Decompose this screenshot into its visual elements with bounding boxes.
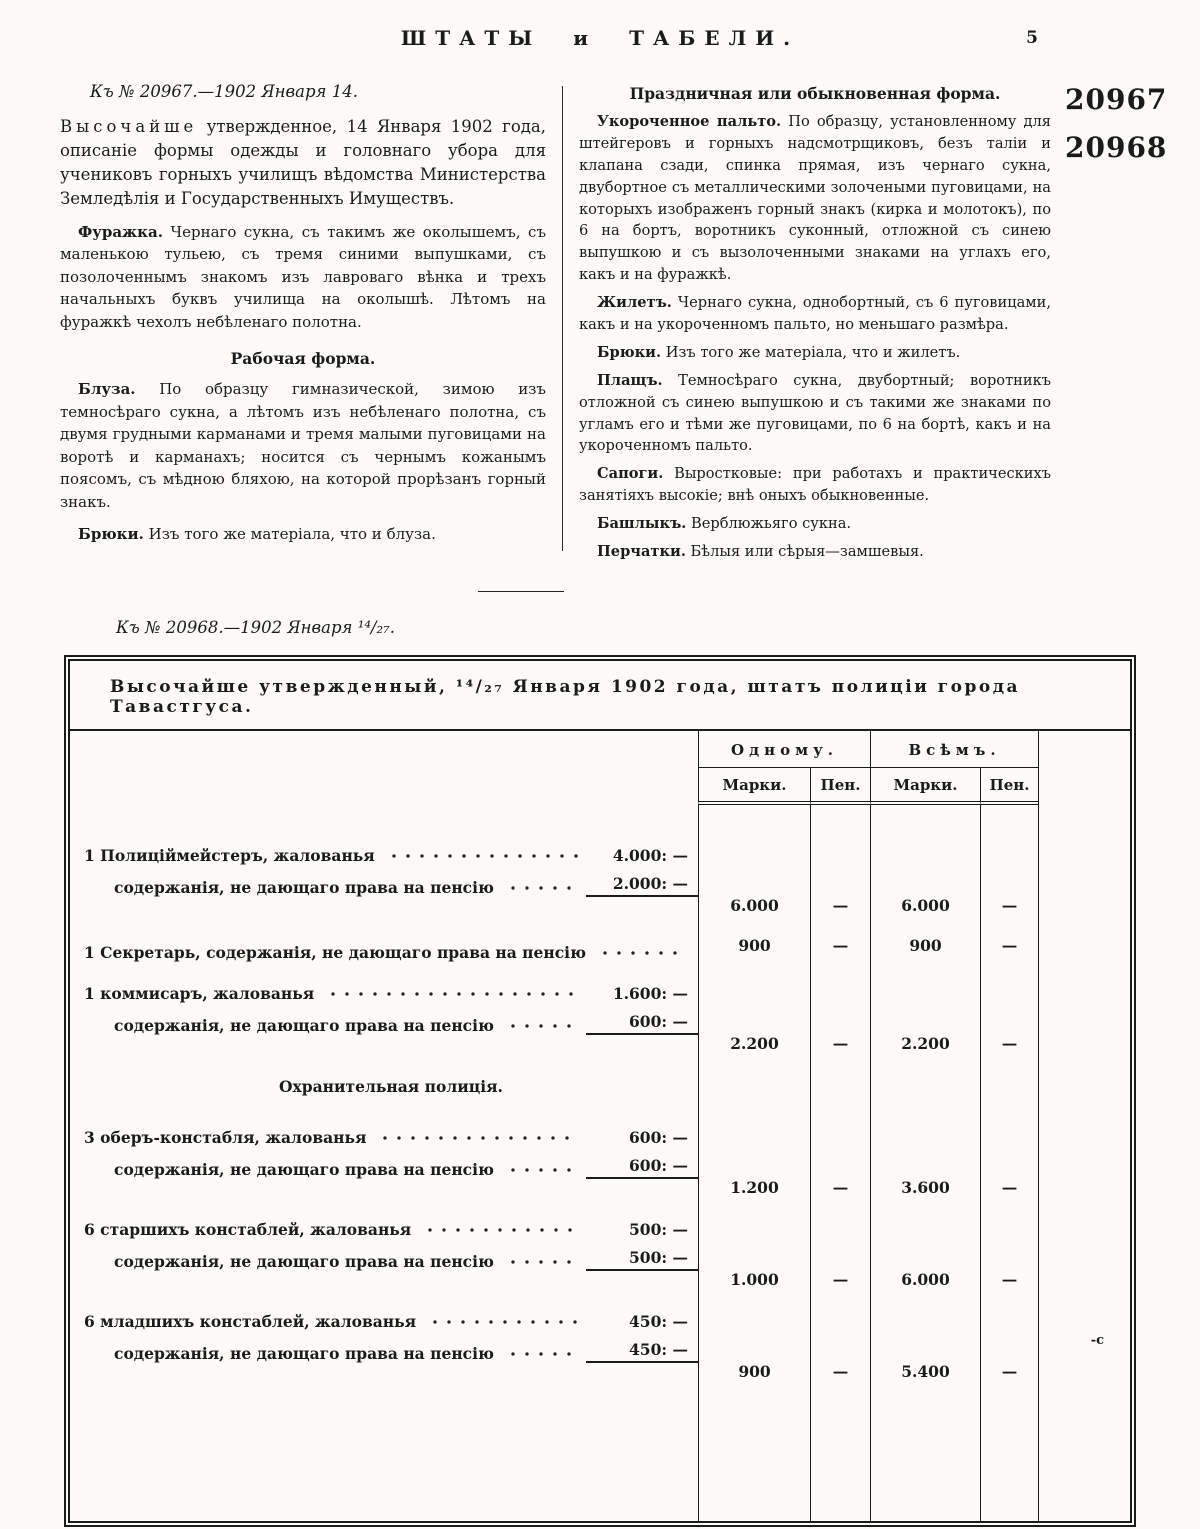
table-title: Высочайше утвержденный, ¹⁴/₂₇ Января 1902 года, штатъ полиціи города Тавастгуса. [70,661,1130,731]
row-amount: 500: — [586,1248,698,1271]
total-vsem-pen: — [980,923,1038,969]
column-group-odnomu: Одному. [698,731,870,768]
empty-cell [980,1061,1038,1113]
dot-leader [326,988,578,1000]
decree-intro [60,115,546,211]
row-amount: 450: — [629,1311,688,1331]
column-header-marki-1: Марки. [698,768,810,805]
paragraph-text: Темносѣраго сукна, двубортный; воротникъ отложной съ синею выпушкою и съ такими же знаками по угламъ его и тѣми же пуговицами, по 6 на бортѣ, какъ и на укороченномъ пальто. [579,371,1052,455]
masthead [0,26,1200,60]
paragraph-palto [579,111,1051,286]
table-gutter [1038,923,1130,969]
decree-columns [60,82,1200,563]
paragraph-text: Чернаго сукна, съ такимъ же околышемъ, съ маленькою тульею, съ тремя синими выпушками, съ позолоченнымъ знакомъ изъ лавроваго вѣнка и трехъ начальныхъ буквъ училища на околышѣ. Лѣтомъ на фуражкѣ чехолъ небѣленаго полотна. [60,222,546,331]
total-odnomu-pen: — [810,1205,870,1297]
spacer-cell [698,805,810,831]
paragraph-text: Верблюжьяго сукна. [691,515,852,533]
total-vsem-pen: — [980,969,1038,1061]
empty-cell [870,1061,980,1113]
row-label: содержанія, не дающаго права на пенсію [114,877,494,897]
row-amount: 500: — [629,1219,688,1239]
row-amount: 600: — [629,1127,688,1147]
header-gutter-cell [1038,768,1130,805]
paragraph-furazhka [60,221,546,334]
filler-cell [980,1389,1038,1527]
table-gutter [1038,1061,1130,1113]
paragraph-lead: Брюки. [597,343,662,361]
total-odnomu-pen: — [810,1297,870,1389]
total-vsem-marki: 2.200 [870,969,980,1061]
row-amount: 600: — [586,1012,698,1035]
filler-cell [698,1389,810,1527]
empty-cell [698,1061,810,1113]
paragraph-text: Изъ того же матеріала, что и жилетъ. [665,343,961,361]
total-vsem-pen: — [980,1205,1038,1297]
paragraph-perchatki [579,541,1051,563]
section-end-rule [478,591,564,592]
row-label: содержанія, не дающаго права на пенсію [114,1159,494,1179]
column-header-marki-2: Марки. [870,768,980,805]
total-odnomu-pen: — [810,1113,870,1205]
table-row-ober-konstabli [70,1113,698,1205]
paragraph-lead: Сапоги. [597,465,664,483]
row-label: 3 оберъ-констабля, жалованья [84,1127,367,1147]
total-vsem-pen: — [980,831,1038,923]
header-blank-cell [70,731,698,768]
total-vsem-marki: 5.400 [870,1297,980,1389]
page-title: ШТАТЫ и ТАБЕЛИ. [400,26,800,50]
empty-cell [810,1061,870,1113]
column-divider-rule [562,86,563,551]
dot-leader [506,1020,578,1032]
header-blank-cell [70,768,698,805]
row-label: 1 коммисаръ, жалованья [84,983,315,1003]
table-gutter [1038,1205,1130,1297]
printer-signature-mark: -с [1090,1332,1104,1348]
salary-line [84,930,698,962]
table-section-heading: Охранительная полиція. [279,1076,503,1096]
spacer-cell [70,805,698,831]
paragraph-text: Чернаго сукна, однобортный, съ 6 пуговицами, какъ и на укороченномъ пальто, но меньшаго размѣра. [579,294,1052,334]
police-staff-table [64,655,1136,1527]
filler-cell [70,1389,698,1527]
table-gutter [1038,1113,1130,1205]
left-column [60,82,546,563]
total-vsem-marki: 6.000 [870,831,980,923]
paragraph-text: По образцу гимназической, зимою изъ темносѣраго сукна, а лѣтомъ изъ небѣленаго полотна, съ двумя грудными карманами и тремя малыми пуговицами на воротѣ и карманахъ; носится съ чернымъ кожанымъ поясомъ, съ мѣдною бляхою, на которой прорѣзанъ горный знакъ. [60,380,546,511]
row-label: 1 Полиціймейстеръ, жалованья [84,845,375,865]
paragraph-bryuki-2 [579,342,1051,364]
dot-leader [428,1316,578,1328]
row-label: 6 младшихъ констаблей, жалованья [84,1311,417,1331]
paragraph-lead: Башлыкъ. [597,515,687,533]
dot-leader [598,947,680,959]
total-odnomu-marki: 6.000 [698,831,810,923]
spacer-cell [1038,805,1130,831]
row-label: содержанія, не дающаго права на пенсію [114,1251,494,1271]
header-gutter-cell [1038,731,1130,768]
doc-ref-20968: Къ № 20968.—1902 Января ¹⁴/₂₇. [116,617,395,637]
intro-lead: Высочайше [60,117,198,136]
paragraph-lead: Укороченное пальто. [597,113,782,130]
salary-line [84,1299,698,1331]
total-odnomu-marki: 2.200 [698,969,810,1061]
total-vsem-pen: — [980,1297,1038,1389]
salary-line [84,971,698,1003]
allowance-line [84,1239,698,1271]
total-odnomu-marki: 900 [698,923,810,969]
row-amount: 1.600: — [612,983,688,1003]
dot-leader [423,1224,578,1236]
page-number: 5 [1026,28,1038,48]
row-label: 6 старшихъ констаблей, жалованья [84,1219,412,1239]
paragraph-lead: Перчатки. [597,543,686,561]
table-gutter [1038,969,1130,1061]
allowance-line [84,1331,698,1363]
paragraph-lead: Брюки. [78,525,144,544]
total-odnomu-pen: — [810,923,870,969]
paragraph-bryuki [60,523,546,546]
paragraph-bashlyk [579,513,1051,535]
column-header-pen-1: Пен. [810,768,870,805]
table-row-mladshie-konstabli [70,1297,698,1389]
row-amount: 2.000: — [586,874,698,897]
spacer-cell [980,805,1038,831]
table-grid [70,731,1130,1527]
total-odnomu-marki: 1.200 [698,1113,810,1205]
subheading-rabochaya-forma: Рабочая форма. [230,349,376,369]
act-number-20968: 20968 [1065,131,1168,164]
salary-line [84,833,698,865]
total-vsem-marki: 900 [870,923,980,969]
act-number-20967: 20967 [1065,83,1168,116]
total-vsem-marki: 6.000 [870,1205,980,1297]
paragraph-text: Выростковые: при работахъ и практическихъ занятіяхъ высокіе; внѣ оныхъ обыкновенные. [579,465,1051,505]
intro-text: утвержденное, 14 Января 1902 года, описаніе формы одежды и головнаго убора для учениковъ горныхъ училищъ вѣдомства Министерства Земледѣлія и Государственныхъ Имуществъ. [60,117,547,208]
filler-cell [810,1389,870,1527]
row-label: содержанія, не дающаго права на пенсію [114,1015,494,1035]
paragraph-text: По образцу, установленному для штейгеровъ и горныхъ надсмотрщиковъ, безъ таліи и клапана сзади, спинка прямая, изъ чернаго сукна, двубортное съ металлическими золочеными пуговицами, на которыхъ изображенъ горный знакъ (кирка и молотокъ), по 6 на бортъ, воротникъ суконный, отложной съ синею выпушкою и съ вызолоченными знаками на углахъ его, какъ и на фуражкѣ. [579,113,1051,284]
margin-act-numbers [1051,82,1189,563]
dot-leader [506,882,578,894]
column-header-pen-2: Пен. [980,768,1038,805]
allowance-line [84,1003,698,1035]
table-gutter [1038,831,1130,923]
filler-cell [870,1389,980,1527]
dot-leader [506,1348,578,1360]
salary-line [84,1115,698,1147]
paragraph-plashch [579,370,1051,458]
total-odnomu-pen: — [810,969,870,1061]
paragraph-lead: Плащъ. [597,371,663,389]
paragraph-lead: Фуражка. [78,222,163,241]
salary-line [84,1207,698,1239]
row-amount: 4.000: — [612,845,688,865]
total-vsem-marki: 3.600 [870,1113,980,1205]
right-column [579,82,1051,563]
dot-leader [506,1164,578,1176]
paragraph-text: Изъ того же матеріала, что и блуза. [148,525,436,544]
paragraph-lead: Жилетъ. [597,294,672,312]
paragraph-sapogi [579,463,1051,507]
table-row-sekretar [70,923,698,969]
spacer-cell [870,805,980,831]
paragraph-text: Бѣлыя или сѣрыя—замшевыя. [690,543,924,561]
dot-leader [378,1132,578,1144]
paragraph-bluza [60,378,546,513]
table-row-starshie-konstabli [70,1205,698,1297]
row-amount: 450: — [586,1340,698,1363]
filler-cell [1038,1389,1130,1527]
total-odnomu-marki: 900 [698,1297,810,1389]
table-row-kommisar [70,969,698,1061]
doc-ref-20967: Къ № 20967.—1902 Января 14. [90,82,358,101]
total-odnomu-marki: 1.000 [698,1205,810,1297]
row-label: содержанія, не дающаго права на пенсію [114,1343,494,1363]
row-label: 1 Секретарь, содержанія, не дающаго права на пенсію [84,942,586,962]
dot-leader [387,850,578,862]
row-amount: 600: — [586,1156,698,1179]
dot-leader [506,1256,578,1268]
total-odnomu-pen: — [810,831,870,923]
table-row-politsiymeister [70,831,698,923]
spacer-cell [810,805,870,831]
total-vsem-pen: — [980,1113,1038,1205]
allowance-line [84,865,698,897]
subheading-prazdnichnaya-forma: Праздничная или обыкновенная форма. [629,84,1001,103]
allowance-line [84,1147,698,1179]
table-gutter [1038,1297,1130,1389]
column-group-vsem: Всѣмъ. [870,731,1038,768]
paragraph-lead: Блуза. [78,380,136,399]
paragraph-zhilet [579,292,1051,336]
